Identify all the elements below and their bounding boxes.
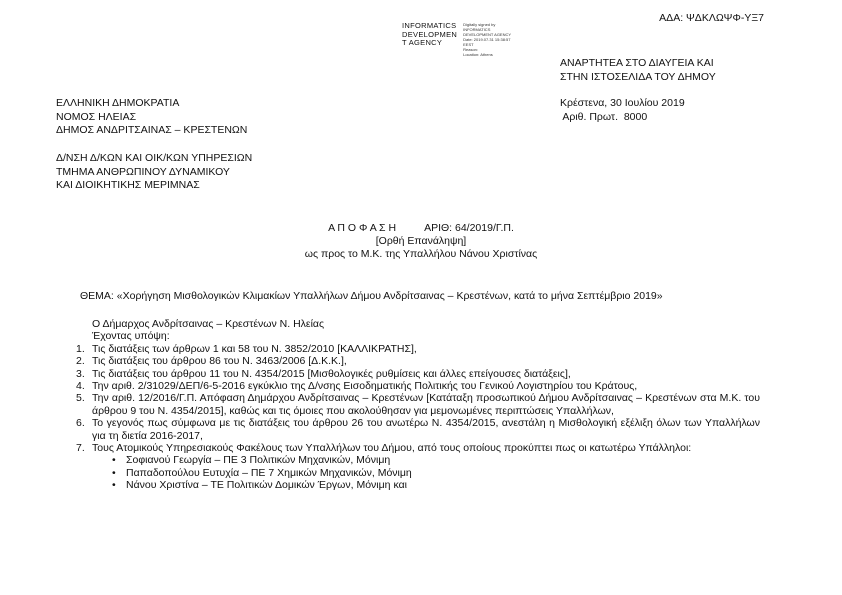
decision-heading — [0, 222, 842, 261]
publication-notice — [560, 56, 716, 84]
decision-title-row — [0, 222, 842, 235]
bullet-icon: • — [112, 479, 116, 492]
item-number: 3. — [76, 367, 85, 380]
digital-signature-stamp — [402, 22, 511, 57]
list-item — [72, 392, 760, 417]
date-protocol-block — [560, 97, 685, 124]
list-item — [72, 343, 760, 355]
signature-line: Reason: — [463, 47, 479, 52]
agency-logo-text — [402, 22, 457, 57]
logo-line: T AGENCY — [402, 38, 443, 47]
item-text: Την αριθ. 12/2016/Γ.Π. Απόφαση Δημάρχου Ανδρίτσαινας – Κρεστένων [Κατάταξη προσωπικού Δήμου Ανδρίτσαινας – Κρεστένων στα Μ.Κ. του άρθρου 9 του Ν. 4354/2015], καθώς και τις όμοιες που ακολούθησαν για μεμονωμένες περιπτώσεις Υπαλλήλων, — [92, 392, 760, 417]
signature-line: DEVELOPMENT AGENCY — [463, 32, 512, 37]
list-item — [72, 368, 760, 380]
issuer-header — [56, 97, 247, 138]
item-number: 7. — [76, 442, 85, 455]
item-number: 4. — [76, 380, 85, 393]
department-header — [56, 152, 252, 193]
item-text: Τους Ατομικούς Υπηρεσιακούς Φακέλους των Υπαλλήλων του Δήμου, από τους οποίους προκύπτει πως οι κατωτέρω Υπάλληλοι: — [92, 442, 692, 455]
signature-line: INFORMATICS — [463, 27, 491, 32]
employee-item — [112, 466, 760, 479]
logo-line: DEVELOPMEN — [402, 29, 458, 39]
list-item — [72, 417, 760, 442]
list-item — [72, 442, 760, 454]
publication-line: ΑΝΑΡΤΗΤΕΑ ΣΤΟ ΔΙΑΥΓΕΙΑ ΚΑΙ — [560, 57, 714, 69]
list-item — [72, 355, 760, 367]
issuer-line: ΔΗΜΟΣ ΑΝΔΡΙΤΣΑΙΝΑΣ – ΚΡΕΣΤΕΝΩΝ — [56, 124, 248, 136]
item-text: Το γεγονός πως σύμφωνα με τις διατάξεις του άρθρου 26 του ανωτέρω Ν. 4354/2015, ανεστάλη η Μισθολογική εξέλιξη όλων των Υπαλλήλων για τη διετία 2016-2017, — [92, 417, 760, 442]
item-number: 6. — [76, 417, 85, 430]
logo-line: INFORMATICS — [402, 21, 457, 30]
item-text: Την αριθ. 2/31029/ΔΕΠ/6-5-2016 εγκύκλιο της Δ/νσης Εισοδηματικής Πολιτικής του Γενικού Λογιστηρίου του Κράτους, — [92, 380, 638, 393]
item-text: Τις διατάξεις του άρθρου 86 του Ν. 3463/2006 [Δ.Κ.Κ.], — [92, 355, 347, 368]
protocol-number: Αριθ. Πρωτ. 8000 — [560, 110, 648, 123]
department-line: ΤΜΗΜΑ ΑΝΘΡΩΠΙΝΟΥ ΔΥΝΑΜΙΚΟΥ — [56, 165, 230, 178]
signature-line: Date: 2019.07.31 15:38:57 — [463, 37, 511, 42]
employee-text: Παπαδοπούλου Ευτυχία – ΠΕ 7 Χημικών Μηχανικών, Μόνιμη — [126, 466, 412, 479]
item-text: Τις διατάξεις του άρθρου 11 του Ν. 4354/2015 [Μισθολογικές ρυθμίσεις και άλλες επείγουσες διατάξεις], — [92, 367, 571, 380]
signature-line: Digitally signed by — [463, 22, 496, 27]
department-line: ΚΑΙ ΔΙΟΙΚΗΤΙΚΗΣ ΜΕΡΙΜΝΑΣ — [56, 179, 200, 191]
issuer-line: ΕΛΛΗΝΙΚΗ ΔΗΜΟΚΡΑΤΙΑ — [56, 97, 180, 109]
bullet-icon: • — [112, 454, 116, 467]
having-regard-line: Έχοντας υπόψη: — [92, 330, 170, 343]
issuer-line: ΝΟΜΟΣ ΗΛΕΙΑΣ — [56, 110, 137, 123]
ada-code: ΑΔΑ: ΨΔΚΛΩΨΦ-ΥΞ7 — [659, 12, 764, 24]
mayor-line: Ο Δήμαρχος Ανδρίτσαινας – Κρεστένων Ν. Ηλείας — [92, 318, 325, 330]
employee-text: Νάνου Χριστίνα – ΤΕ Πολιτικών Δομικών Έργων, Μόνιμη και — [126, 479, 407, 492]
signature-line: Location: Athens — [463, 52, 493, 57]
employee-text: Σοφιανού Γεωργία – ΠΕ 3 Πολιτικών Μηχανικών, Μόνιμη — [126, 454, 391, 467]
employee-list — [72, 454, 760, 491]
signature-details — [463, 22, 511, 57]
item-number: 5. — [76, 392, 85, 405]
decision-concerning: ως προς το Μ.Κ. της Υπαλλήλου Νάνου Χριστίνας — [304, 248, 538, 260]
place-date: Κρέστενα, 30 Ιουλίου 2019 — [560, 97, 685, 109]
publication-line: ΣΤΗΝ ΙΣΤΟΣΕΛΙΔΑ ΤΟΥ ΔΗΜΟΥ — [560, 71, 716, 83]
item-text: Τις διατάξεις των άρθρων 1 και 58 του Ν. 3852/2010 [ΚΑΛΛΙΚΡΑΤΗΣ], — [92, 342, 417, 355]
decision-number: ΑΡΙΘ: 64/2019/Γ.Π. — [424, 222, 514, 234]
department-line: Δ/ΝΣΗ Δ/ΚΩΝ ΚΑΙ ΟΙΚ/ΚΩΝ ΥΠΗΡΕΣΙΩΝ — [56, 152, 253, 164]
item-number: 1. — [76, 342, 85, 355]
considerations-list — [72, 343, 760, 455]
decision-title: Α Π Ο Φ Α Σ Η — [328, 222, 397, 234]
list-item — [72, 380, 760, 392]
employee-item — [112, 454, 760, 467]
item-number: 2. — [76, 355, 85, 368]
decision-correction: [Ορθή Επανάληψη] — [375, 235, 467, 247]
employee-item — [112, 479, 760, 492]
bullet-icon: • — [112, 466, 116, 479]
signature-line: EEST — [463, 42, 474, 47]
subject-line: ΘΕΜΑ: «Χορήγηση Μισθολογικών Κλιμακίων Υπαλλήλων Δήμου Ανδρίτσαινας – Κρεστένων, κατά το μήνα Σεπτέμβριο 2019» — [80, 290, 663, 302]
document-body — [72, 318, 760, 492]
